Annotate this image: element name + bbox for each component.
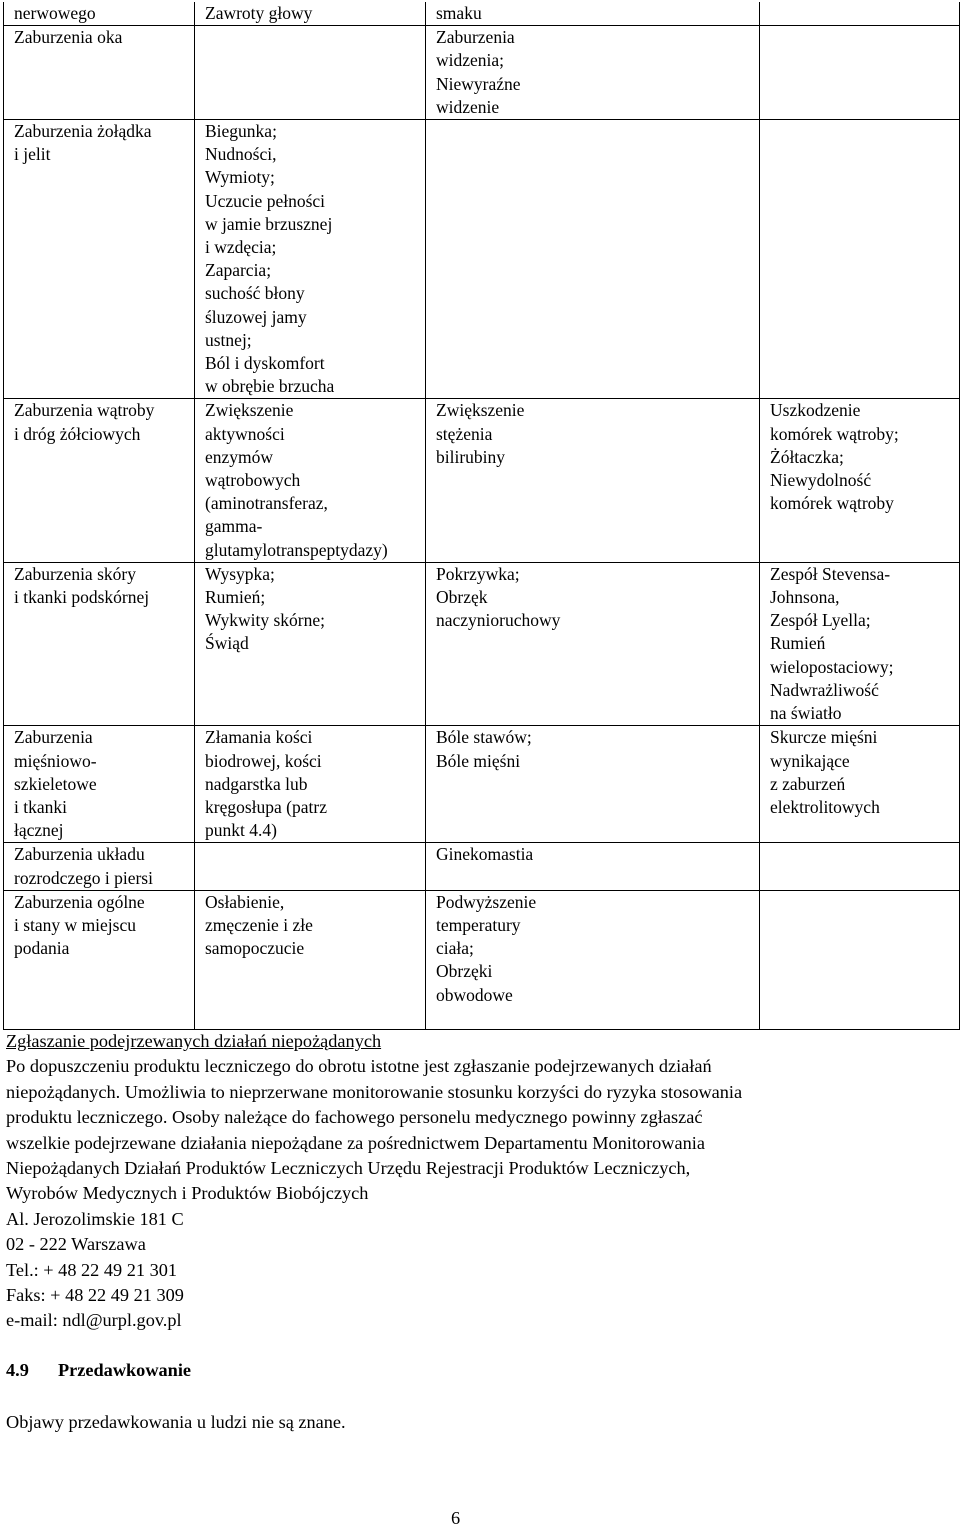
effects-cell [426,843,760,890]
effects-cell [426,890,760,1029]
cell-line: śluzowej jamy [205,306,307,327]
cell-line: komórek wątroby [770,493,894,514]
cell-line: Nudności, [205,144,277,165]
cell-line: wątrobowych [205,470,301,491]
reporting-line: e-mail: ndl@urpl.gov.pl [6,1310,182,1331]
cell-line: suchość błony [205,283,305,304]
cell-line: Ginekomastia [436,844,534,865]
cell-line: bilirubiny [436,446,506,467]
table-row [4,843,960,890]
cell-line: Zaburzenia [436,27,515,48]
effects-cell [195,120,426,399]
effects-cell [195,890,426,1029]
cell-line: Wykwity skórne; [205,610,325,631]
cell-line: Zaburzenia żołądka [14,121,152,142]
section-heading [6,1360,191,1381]
table-row [4,890,960,1029]
cell-line: samopoczucie [205,938,305,959]
cell-line: Złamania kości [205,727,313,748]
cell-line: podania [14,938,70,959]
cell-line: łącznej [14,820,64,841]
cell-line: Niewyraźne [436,73,521,94]
reporting-line: Wyrobów Medycznych i Produktów Biobójczych [6,1183,369,1204]
cell-line: Nadwrażliwość [770,679,879,700]
cell-line: Zawroty głowy [205,3,313,23]
cell-line: Bóle mięśni [436,750,521,771]
cell-line: Bóle stawów; [436,727,532,748]
cell-line: i dróg żółciowych [14,423,141,444]
effects-cell [195,26,426,120]
effects-cell [760,2,960,26]
cell-line: (aminotransferaz, [205,493,328,514]
cell-line: temperatury [436,914,521,935]
reporting-line: Po dopuszczeniu produktu leczniczego do obrotu istotne jest zgłaszanie podejrzewanych działań [6,1056,712,1077]
cell-line: gamma- [205,516,263,537]
cell-line: i stany w miejscu [14,914,136,935]
effects-cell [426,562,760,725]
cell-line: Uszkodzenie [770,400,861,421]
cell-line: Johnsona, [770,587,840,608]
section-title: Przedawkowanie [58,1360,192,1380]
cell-line: Niewydolność [770,470,872,491]
cell-line: i tkanki [14,796,67,817]
effects-cell [760,562,960,725]
cell-line: Zwiększenie [436,400,525,421]
cell-line: obwodowe [436,984,513,1005]
effects-cell [426,120,760,399]
effects-cell [195,726,426,843]
cell-line: Zaburzenia układu [14,844,145,865]
table-row [4,120,960,399]
effects-cell [426,399,760,562]
effects-cell [760,890,960,1029]
reporting-line: Tel.: + 48 22 49 21 301 [6,1259,178,1280]
effects-cell [195,843,426,890]
cell-line: z zaburzeń [770,773,846,794]
organ-class-cell [4,120,195,399]
cell-line: biodrowej, kości [205,750,322,771]
cell-line: stężenia [436,423,493,444]
effects-cell [760,726,960,843]
reporting-line: niepożądanych. Umożliwia to nieprzerwane monitorowanie stosunku korzyści do ryzyka stosowania [6,1081,743,1102]
cell-line: ustnej; [205,329,252,350]
cell-line: i wzdęcia; [205,237,277,258]
table-row [4,26,960,120]
organ-class-cell [4,26,195,120]
cell-line: Świąd [205,633,249,654]
cell-line: Podwyższenie [436,891,537,912]
organ-class-cell [4,2,195,26]
cell-line: wielopostaciowy; [770,656,894,677]
cell-line: Wymioty; [205,167,275,188]
cell-line: Zaburzenia oka [14,27,123,48]
effects-cell [760,843,960,890]
reporting-section [6,1029,946,1334]
reporting-line: Faks: + 48 22 49 21 309 [6,1285,184,1306]
organ-class-cell [4,890,195,1029]
reporting-line: 02 - 222 Warszawa [6,1234,146,1255]
effects-cell [195,399,426,562]
cell-line: widzenia; [436,50,505,71]
cell-line: w obrębie brzucha [205,376,335,397]
cell-line: punkt 4.4) [205,820,277,841]
cell-line: w jamie brzusznej [205,213,333,234]
cell-line: i tkanki podskórnej [14,587,150,608]
cell-line: Osłabienie, [205,891,285,912]
organ-class-cell [4,399,195,562]
cell-line: mięśniowo- [14,750,97,771]
table-row [4,2,960,26]
effects-cell [760,26,960,120]
cell-line: Biegunka; [205,121,277,142]
cell-line: elektrolitowych [770,796,880,817]
cell-line: glutamylotranspeptydazy) [205,539,388,560]
effects-cell [195,2,426,26]
effects-cell [195,562,426,725]
cell-line: Rumień [770,633,826,654]
cell-line: Zespół Lyella; [770,610,871,631]
cell-line: Żółtaczka; [770,446,844,467]
reporting-line: Niepożądanych Działań Produktów Leczniczych Urzędu Rejestracji Produktów Leczniczych, [6,1158,691,1179]
section-number: 4.9 [6,1360,29,1380]
cell-line: Pokrzywka; [436,563,520,584]
cell-line: ciała; [436,938,474,959]
cell-line: enzymów [205,446,274,467]
table-row [4,399,960,562]
cell-line: Rumień; [205,587,266,608]
reporting-heading: Zgłaszanie podejrzewanych działań niepożądanych [6,1031,382,1051]
reporting-line: Al. Jerozolimskie 181 C [6,1208,184,1229]
cell-line: komórek wątroby; [770,423,899,444]
cell-line: Ból i dyskomfort [205,353,325,374]
effects-cell [426,26,760,120]
organ-class-cell [4,562,195,725]
cell-line: i jelit [14,144,51,165]
cell-line: widzenie [436,96,500,117]
cell-line: nerwowego [14,3,96,23]
reporting-line: produktu leczniczego. Osoby należące do fachowego personelu medycznego powinny zgłaszać [6,1107,703,1128]
cell-line: wynikające [770,750,850,771]
cell-line: zmęczenie i złe [205,914,313,935]
cell-line: aktywności [205,423,285,444]
reporting-body [6,1054,946,1333]
cell-line: naczynioruchowy [436,610,561,631]
cell-line: Uczucie pełności [205,190,326,211]
table-row [4,726,960,843]
overdose-paragraph: Objawy przedawkowania u ludzi nie są znane. [6,1412,346,1432]
adverse-effects-table [3,2,960,1030]
cell-line: kręgosłupa (patrz [205,796,327,817]
cell-line: Wysypka; [205,563,275,584]
effects-cell [426,2,760,26]
table-row [4,562,960,725]
cell-line: szkieletowe [14,773,97,794]
effects-cell [426,726,760,843]
page-number: 6 [451,1508,461,1528]
effects-cell [760,399,960,562]
cell-line: Skurcze mięśni [770,727,878,748]
cell-line: Obrzęki [436,961,493,982]
cell-line: Zaburzenia [14,727,93,748]
organ-class-cell [4,843,195,890]
effects-cell [760,120,960,399]
cell-line: Zaburzenia wątroby [14,400,155,421]
cell-line: nadgarstka lub [205,773,308,794]
cell-line: Zaburzenia skóry [14,563,136,584]
cell-line: rozrodczego i piersi [14,867,153,888]
cell-line: Zaburzenia ogólne [14,891,145,912]
reporting-line: wszelkie podejrzewane działania niepożądane za pośrednictwem Departamentu Monitorowania [6,1132,705,1153]
cell-line: Obrzęk [436,587,488,608]
organ-class-cell [4,726,195,843]
cell-line: smaku [436,3,482,23]
cell-line: Zaparcia; [205,260,272,281]
cell-line: na światło [770,703,842,724]
cell-line: Zespół Stevensa- [770,563,891,584]
cell-line: Zwiększenie [205,400,294,421]
